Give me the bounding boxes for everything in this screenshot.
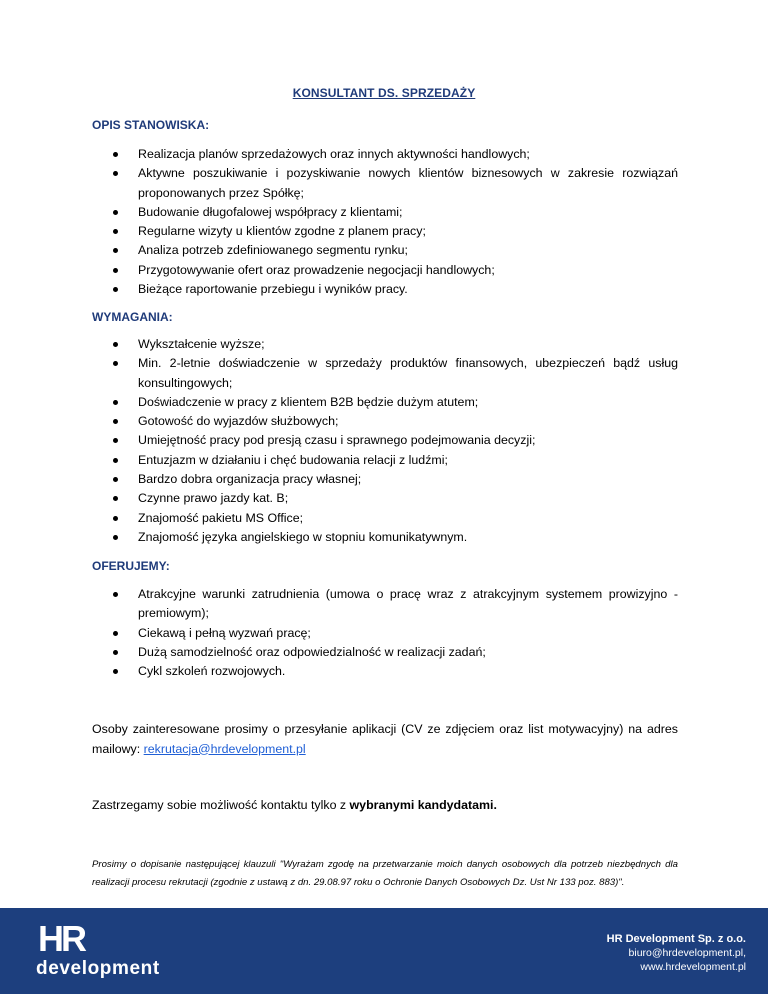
list-item: Gotowość do wyjazdów służbowych; (92, 412, 678, 431)
list-item: Atrakcyjne warunki zatrudnienia (umowa o pracę wraz z atrakcyjnym systemem prowizyjno - premiowym); (92, 585, 678, 624)
reservation-bold-text: wybranymi kandydatami. (349, 798, 497, 812)
list-item: Umiejętność pracy pod presją czasu i sprawnego podejmowania decyzji; (92, 431, 678, 450)
list-item: Cykl szkoleń rozwojowych. (92, 662, 678, 681)
application-text: Osoby zainteresowane prosimy o przesyłanie aplikacji (CV ze zdjęciem oraz list motywacyjny) na adres mailowy: (92, 722, 678, 756)
list-item: Realizacja planów sprzedażowych oraz innych aktywności handlowych; (92, 145, 678, 164)
list-item: Znajomość języka angielskiego w stopniu komunikatywnym. (92, 528, 678, 547)
section-heading-description: OPIS STANOWISKA: (92, 118, 210, 132)
list-item: Dużą samodzielność oraz odpowiedzialność w realizacji zadań; (92, 643, 678, 662)
company-contact (607, 932, 746, 974)
list-item: Przygotowywanie ofert oraz prowadzenie negocjacji handlowych; (92, 261, 678, 280)
description-list (92, 145, 678, 299)
logo-wordmark: development (36, 958, 160, 979)
section-heading-offer: OFERUJEMY: (92, 559, 170, 573)
offer-list (92, 585, 678, 681)
company-email: biuro@hrdevelopment.pl, (628, 947, 746, 959)
list-item: Min. 2-letnie doświadczenie w sprzedaży produktów finansowych, ubezpieczeń bądź usług konsultingowych; (92, 354, 678, 393)
page-title: KONSULTANT DS. SPRZEDAŻY (292, 86, 476, 100)
list-item: Znajomość pakietu MS Office; (92, 509, 678, 528)
reservation-paragraph (92, 796, 678, 816)
list-item: Regularne wizyty u klientów zgodne z planem pracy; (92, 222, 678, 241)
gdpr-clause: Prosimy o dopisanie następującej klauzuli "Wyrażam zgodę na przetwarzanie moich danych osobowych dla potrzeb niezbędnych dla realizacji procesu rekrutacji (zgodnie z ustawą z dn. 29.08.97 roku o Ochronie Danych Osobowych Dz. Ust Nr 133 poz. 883)". (92, 859, 678, 888)
list-item: Czynne prawo jazdy kat. B; (92, 489, 678, 508)
list-item: Doświadczenie w pracy z klientem B2B będzie dużym atutem; (92, 393, 678, 412)
list-item: Aktywne poszukiwanie i pozyskiwanie nowych klientów biznesowych w zakresie rozwiązań proponowanych przez Spółkę; (92, 164, 678, 203)
list-item: Budowanie długofalowej współpracy z klientami; (92, 203, 678, 222)
section-heading-requirements: WYMAGANIA: (92, 310, 173, 324)
application-paragraph (92, 720, 678, 759)
logo-mark: HR (38, 918, 84, 959)
list-item: Entuzjazm w działaniu i chęć budowania relacji z ludźmi; (92, 451, 678, 470)
list-item: Bardzo dobra organizacja pracy własnej; (92, 470, 678, 489)
recruitment-email-link[interactable]: rekrutacja@hrdevelopment.pl (143, 741, 306, 756)
list-item: Wykształcenie wyższe; (92, 335, 678, 354)
company-website: www.hrdevelopment.pl (640, 961, 746, 973)
requirements-list (92, 335, 678, 547)
list-item: Analiza potrzeb zdefiniowanego segmentu rynku; (92, 241, 678, 260)
list-item: Ciekawą i pełną wyzwań pracę; (92, 624, 678, 643)
footer-banner (0, 908, 768, 994)
list-item: Bieżące raportowanie przebiegu i wyników pracy. (92, 280, 678, 299)
reservation-text: Zastrzegamy sobie możliwość kontaktu tylko z (92, 798, 350, 812)
company-name: HR Development Sp. z o.o. (606, 933, 746, 945)
